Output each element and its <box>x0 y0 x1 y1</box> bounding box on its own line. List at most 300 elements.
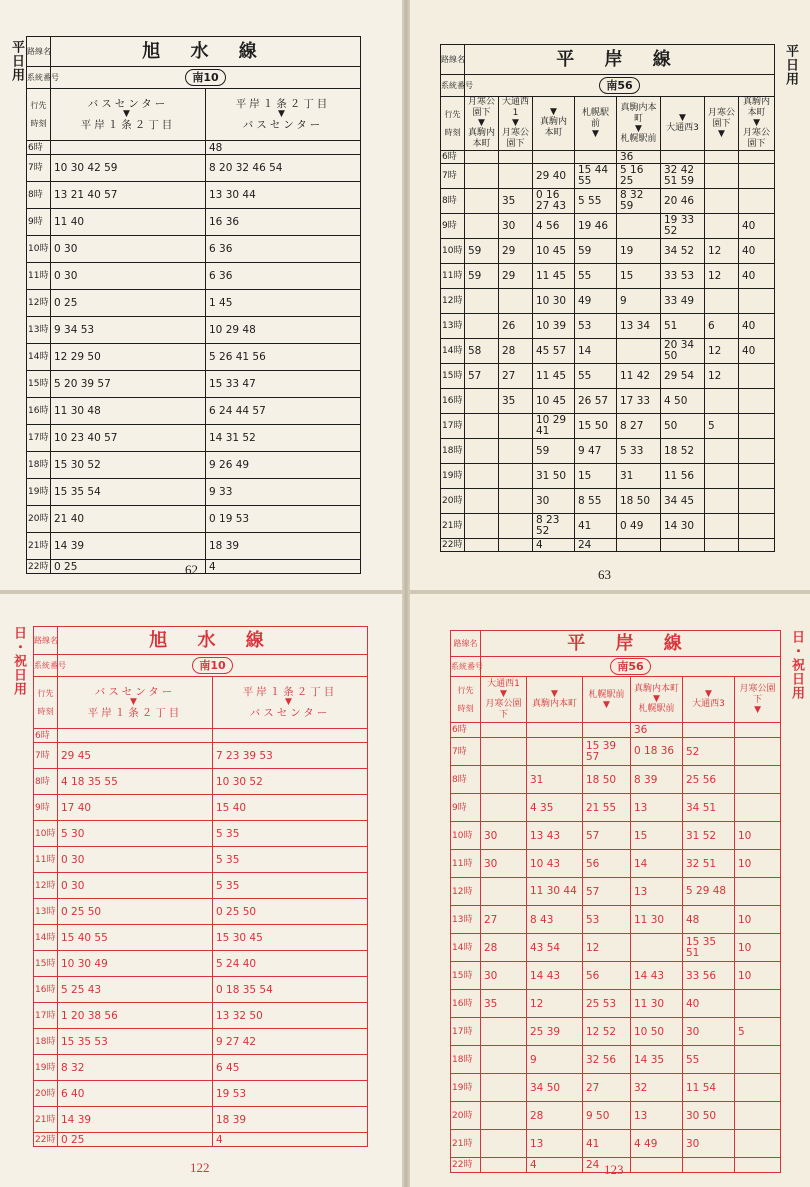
time-cell: 6 45 <box>213 1055 368 1081</box>
time-cell: 30 <box>533 489 575 514</box>
page-123 <box>406 594 810 1187</box>
table-row <box>451 794 781 822</box>
col-to: 大通西3 <box>666 122 699 133</box>
table-row <box>34 821 368 847</box>
down-arrow-icon: ▼ <box>478 118 485 128</box>
dest-label: 行先 <box>30 101 47 110</box>
dir1-from: バスセンター <box>87 98 169 110</box>
time-cell: 34 45 <box>661 489 705 514</box>
time-cell: 5 33 <box>617 439 661 464</box>
time-cell: 28 <box>499 339 533 364</box>
system-number-badge: 南10 <box>192 657 232 674</box>
time-cell <box>739 151 775 164</box>
side-label: 日・祝日用 <box>11 626 26 696</box>
table-row <box>34 1003 368 1029</box>
time-cell: 34 51 <box>683 794 735 822</box>
hour-cell: 18時 <box>34 1029 58 1055</box>
time-cell: 15 35 51 <box>683 934 735 962</box>
col-from: 真駒内本町 <box>743 97 771 118</box>
time-cell <box>739 364 775 389</box>
route-name: 平 岸 線 <box>465 45 775 75</box>
time-cell <box>705 289 739 314</box>
table-row <box>34 873 368 899</box>
hour-cell: 9時 <box>34 795 58 821</box>
table-row <box>441 389 775 414</box>
time-cell: 19 33 52 <box>661 214 705 239</box>
hour-cell: 6時 <box>441 151 465 164</box>
time-cell: 0 25 <box>58 1133 213 1147</box>
col-from: 真駒内本町 <box>634 684 680 694</box>
time-cell: 7 23 39 53 <box>213 743 368 769</box>
time-cell: 1 20 38 56 <box>58 1003 213 1029</box>
time-cell: 40 <box>739 339 775 364</box>
hour-cell: 7時 <box>27 155 51 182</box>
dir1-to: 平岸１条２丁目 <box>80 119 176 131</box>
time-cell: 13 <box>527 1130 583 1158</box>
side-label: 平日用 <box>9 40 24 82</box>
hour-cell: 16時 <box>451 990 481 1018</box>
time-cell: 27 <box>499 364 533 389</box>
time-cell <box>735 1158 781 1173</box>
hour-cell: 17時 <box>451 1018 481 1046</box>
time-cell: 59 <box>465 264 499 289</box>
down-arrow-icon: ▼ <box>603 699 610 710</box>
hour-cell: 19時 <box>27 479 51 506</box>
time-cell: 13 43 <box>527 822 583 850</box>
time-cell: 30 <box>683 1130 735 1158</box>
time-cell: 59 <box>533 439 575 464</box>
time-cell <box>465 414 499 439</box>
time-cell: 6 36 <box>206 263 361 290</box>
col-from: 札幌駅前 <box>581 108 609 129</box>
time-cell: 31 50 <box>533 464 575 489</box>
time-cell <box>739 289 775 314</box>
hour-cell: 21時 <box>451 1130 481 1158</box>
column-header-2 <box>533 97 575 151</box>
system-label: 系統番号 <box>34 655 58 677</box>
time-cell <box>735 1130 781 1158</box>
time-cell: 9 47 <box>575 439 617 464</box>
time-cell: 10 30 52 <box>213 769 368 795</box>
time-cell: 50 <box>661 414 705 439</box>
time-cell: 56 <box>583 962 631 990</box>
hour-cell: 12時 <box>27 290 51 317</box>
time-cell: 9 34 53 <box>51 317 206 344</box>
time-cell: 5 16 25 <box>617 164 661 189</box>
column-header-4 <box>683 677 735 723</box>
time-cell: 15 <box>617 264 661 289</box>
hour-cell: 10時 <box>27 236 51 263</box>
hour-cell: 9時 <box>451 794 481 822</box>
time-cell: 20 34 50 <box>661 339 705 364</box>
time-cell: 57 <box>583 878 631 906</box>
time-cell: 30 <box>683 1018 735 1046</box>
time-cell: 32 <box>631 1074 683 1102</box>
time-cell <box>465 389 499 414</box>
hour-cell: 9時 <box>441 214 465 239</box>
time-cell: 12 <box>583 934 631 962</box>
time-cell: 4 <box>527 1158 583 1173</box>
column-headers <box>451 677 781 723</box>
table-row <box>451 1074 781 1102</box>
time-cell: 5 35 <box>213 873 368 899</box>
col-to: 月寒公園下 <box>502 128 530 149</box>
time-cell: 11 45 <box>533 364 575 389</box>
time-cell: 10 23 40 57 <box>51 425 206 452</box>
time-cell: 8 55 <box>575 489 617 514</box>
table-row <box>441 151 775 164</box>
time-cell: 8 32 59 <box>617 189 661 214</box>
time-cell <box>481 766 527 794</box>
system-label: 系統番号 <box>451 657 481 677</box>
time-cell: 20 46 <box>661 189 705 214</box>
time-cell: 28 <box>527 1102 583 1130</box>
hour-cell: 14時 <box>34 925 58 951</box>
time-cell: 8 27 <box>617 414 661 439</box>
page-number: 62 <box>185 562 198 577</box>
time-cell: 0 25 <box>51 560 206 574</box>
time-cell: 33 53 <box>661 264 705 289</box>
col-to: 月寒公園下 <box>743 128 771 149</box>
time-cell <box>739 539 775 552</box>
hour-cell: 17時 <box>441 414 465 439</box>
time-cell: 10 30 49 <box>58 951 213 977</box>
time-cell <box>465 464 499 489</box>
time-cell: 55 <box>575 264 617 289</box>
time-cell <box>499 464 533 489</box>
time-cell: 12 <box>705 339 739 364</box>
time-cell: 15 30 45 <box>213 925 368 951</box>
time-cell: 17 33 <box>617 389 661 414</box>
time-cell: 28 <box>481 934 527 962</box>
time-cell: 14 43 <box>631 962 683 990</box>
time-cell: 6 36 <box>206 236 361 263</box>
hour-cell: 16時 <box>441 389 465 414</box>
time-cell: 56 <box>583 850 631 878</box>
time-cell: 15 40 55 <box>58 925 213 951</box>
direction-1-header <box>58 677 213 729</box>
table-row <box>451 1130 781 1158</box>
time-cell: 11 30 48 <box>51 398 206 425</box>
table-row <box>34 977 368 1003</box>
time-cell: 9 <box>527 1046 583 1074</box>
time-cell <box>481 1018 527 1046</box>
time-cell: 41 <box>583 1130 631 1158</box>
time-cell <box>739 489 775 514</box>
hour-label: 時刻 <box>444 128 461 137</box>
time-cell <box>481 1102 527 1130</box>
hour-cell: 14時 <box>27 344 51 371</box>
time-cell: 34 52 <box>661 239 705 264</box>
time-cell <box>683 723 735 738</box>
col-from: 札幌駅前 <box>588 689 625 700</box>
system-number-badge: 南56 <box>610 658 650 675</box>
hour-cell: 11時 <box>27 263 51 290</box>
table-row <box>451 738 781 766</box>
system-label: 系統番号 <box>27 67 51 89</box>
time-cell <box>481 878 527 906</box>
route-label: 路線名 <box>451 631 481 657</box>
time-cell <box>705 151 739 164</box>
time-cell <box>465 539 499 552</box>
table-row <box>34 1055 368 1081</box>
time-cell <box>661 539 705 552</box>
time-cell: 29 45 <box>58 743 213 769</box>
hour-cell: 21時 <box>34 1107 58 1133</box>
column-header-4 <box>617 97 661 151</box>
time-cell: 5 35 <box>213 847 368 873</box>
time-cell: 14 35 <box>631 1046 683 1074</box>
hour-cell: 9時 <box>27 209 51 236</box>
table-row <box>27 141 361 155</box>
time-cell: 19 <box>617 239 661 264</box>
time-cell: 0 25 50 <box>213 899 368 925</box>
down-arrow-icon: ▼ <box>500 688 507 699</box>
time-cell <box>465 514 499 539</box>
time-cell: 11 56 <box>661 464 705 489</box>
hour-cell: 13時 <box>441 314 465 339</box>
hour-cell: 19時 <box>451 1074 481 1102</box>
time-cell: 10 <box>735 850 781 878</box>
time-cell <box>705 514 739 539</box>
time-cell: 14 39 <box>58 1107 213 1133</box>
time-cell <box>481 1046 527 1074</box>
hour-cell: 22時 <box>441 539 465 552</box>
hour-cell: 12時 <box>441 289 465 314</box>
time-cell: 19 53 <box>213 1081 368 1107</box>
down-arrow-icon: ▼ <box>705 688 712 699</box>
col-to: 月寒公園下 <box>485 698 522 720</box>
table-row <box>27 182 361 209</box>
down-arrow-icon: ▼ <box>754 705 761 715</box>
time-cell: 0 49 <box>617 514 661 539</box>
time-cell: 35 <box>481 990 527 1018</box>
col-to: 真駒内本町 <box>531 698 577 709</box>
hour-cell: 20時 <box>441 489 465 514</box>
time-cell: 0 18 35 54 <box>213 977 368 1003</box>
time-cell: 9 26 49 <box>206 452 361 479</box>
time-cell <box>465 164 499 189</box>
system-label: 系統番号 <box>441 75 465 97</box>
route-name: 旭 水 線 <box>51 37 361 67</box>
time-cell: 17 40 <box>58 795 213 821</box>
col-to: 真駒内本町 <box>539 117 567 138</box>
time-cell <box>465 189 499 214</box>
down-arrow-icon: ▼ <box>130 697 140 707</box>
time-cell: 14 43 <box>527 962 583 990</box>
time-cell: 40 <box>739 214 775 239</box>
time-cell: 30 <box>481 850 527 878</box>
time-cell: 55 <box>683 1046 735 1074</box>
table-row <box>34 1029 368 1055</box>
hour-cell: 21時 <box>441 514 465 539</box>
time-cell: 14 39 <box>51 533 206 560</box>
time-cell <box>533 151 575 164</box>
time-cell: 11 54 <box>683 1074 735 1102</box>
dir2-to: バスセンター <box>242 119 324 131</box>
time-cell: 4 35 <box>527 794 583 822</box>
time-cell: 16 36 <box>206 209 361 236</box>
table-row <box>451 934 781 962</box>
time-cell: 18 50 <box>617 489 661 514</box>
time-cell: 5 35 <box>213 821 368 847</box>
hour-cell: 11時 <box>451 850 481 878</box>
down-arrow-icon: ▼ <box>653 694 660 704</box>
table-row <box>451 878 781 906</box>
table-row <box>34 769 368 795</box>
time-cell: 10 <box>735 906 781 934</box>
table-row <box>441 239 775 264</box>
time-cell: 32 42 51 59 <box>661 164 705 189</box>
time-cell: 24 <box>575 539 617 552</box>
system-number-badge: 南10 <box>185 69 225 86</box>
time-cell: 34 50 <box>527 1074 583 1102</box>
time-cell: 8 32 <box>58 1055 213 1081</box>
time-cell: 4 49 <box>631 1130 683 1158</box>
hour-label: 時刻 <box>37 707 54 716</box>
route-name: 旭 水 線 <box>58 627 368 655</box>
time-cell: 6 <box>705 314 739 339</box>
time-cell: 59 <box>575 239 617 264</box>
time-cell <box>735 738 781 766</box>
hour-cell: 16時 <box>34 977 58 1003</box>
time-cell <box>739 189 775 214</box>
table-row <box>27 263 361 290</box>
time-cell <box>735 794 781 822</box>
time-cell: 10 39 <box>533 314 575 339</box>
time-cell: 29 40 <box>533 164 575 189</box>
time-cell: 14 <box>575 339 617 364</box>
time-cell: 29 <box>499 264 533 289</box>
dest-label: 行先 <box>444 110 461 119</box>
route-name: 平 岸 線 <box>481 631 781 657</box>
table-row <box>34 951 368 977</box>
time-cell <box>705 439 739 464</box>
time-cell: 10 <box>735 934 781 962</box>
table-row <box>441 264 775 289</box>
time-cell <box>705 539 739 552</box>
column-header-3 <box>631 677 683 723</box>
time-cell: 12 <box>705 239 739 264</box>
table-row <box>441 364 775 389</box>
table-row <box>451 1046 781 1074</box>
time-cell: 12 <box>705 364 739 389</box>
time-cell <box>739 164 775 189</box>
page-63 <box>406 0 810 590</box>
down-arrow-icon: ▼ <box>679 112 686 123</box>
time-cell: 27 <box>481 906 527 934</box>
time-cell: 9 <box>617 289 661 314</box>
time-cell: 15 35 54 <box>51 479 206 506</box>
table-row <box>451 962 781 990</box>
hour-cell: 6時 <box>34 729 58 743</box>
hour-cell: 20時 <box>27 506 51 533</box>
time-cell: 13 <box>631 794 683 822</box>
column-header-7 <box>739 97 775 151</box>
time-cell: 57 <box>465 364 499 389</box>
time-cell <box>705 389 739 414</box>
time-cell <box>58 729 213 743</box>
table-row <box>27 479 361 506</box>
hour-cell: 13時 <box>451 906 481 934</box>
time-cell <box>527 723 583 738</box>
hour-cell: 22時 <box>34 1133 58 1147</box>
table-row <box>451 850 781 878</box>
time-cell <box>465 439 499 464</box>
timetable-122 <box>33 626 368 1147</box>
table-row <box>451 766 781 794</box>
side-label: 日・祝日用 <box>789 630 804 700</box>
table-row <box>441 214 775 239</box>
col-from: 月寒公園下 <box>708 108 736 129</box>
hour-cell: 8時 <box>27 182 51 209</box>
col-to: 札幌駅前 <box>620 133 657 144</box>
timetable-123 <box>450 630 781 1173</box>
route-label: 路線名 <box>27 37 51 67</box>
time-cell <box>499 539 533 552</box>
time-cell <box>481 1158 527 1173</box>
time-cell: 5 30 <box>58 821 213 847</box>
table-row <box>451 723 781 738</box>
time-cell: 4 56 <box>533 214 575 239</box>
page-number: 122 <box>190 1160 210 1175</box>
time-cell: 26 57 <box>575 389 617 414</box>
time-cell <box>735 723 781 738</box>
time-cell: 15 50 <box>575 414 617 439</box>
hour-cell: 14時 <box>451 934 481 962</box>
time-cell: 30 50 <box>683 1102 735 1130</box>
hour-cell: 15時 <box>27 371 51 398</box>
timetable-62 <box>26 36 361 574</box>
time-cell: 15 33 47 <box>206 371 361 398</box>
time-cell: 11 45 <box>533 264 575 289</box>
down-arrow-icon: ▼ <box>550 107 557 117</box>
column-header-6 <box>705 97 739 151</box>
time-cell: 40 <box>739 314 775 339</box>
time-cell: 10 45 <box>533 389 575 414</box>
page-62 <box>0 0 404 590</box>
dir1-to: 平岸１条２丁目 <box>87 707 183 719</box>
time-cell <box>739 514 775 539</box>
time-cell <box>481 723 527 738</box>
time-cell: 10 29 48 <box>206 317 361 344</box>
time-cell: 13 34 <box>617 314 661 339</box>
table-row <box>34 1107 368 1133</box>
time-cell: 35 <box>499 389 533 414</box>
down-arrow-icon: ▼ <box>592 129 599 139</box>
hour-cell: 7時 <box>441 164 465 189</box>
time-cell: 9 50 <box>583 1102 631 1130</box>
hour-label: 時刻 <box>457 704 474 713</box>
table-row <box>27 317 361 344</box>
time-cell: 5 55 <box>575 189 617 214</box>
time-cell: 32 56 <box>583 1046 631 1074</box>
table-row <box>34 743 368 769</box>
hour-cell: 15時 <box>441 364 465 389</box>
hour-cell: 7時 <box>451 738 481 766</box>
time-cell: 21 40 <box>51 506 206 533</box>
time-cell <box>739 414 775 439</box>
time-cell <box>739 439 775 464</box>
table-row <box>441 289 775 314</box>
table-row <box>451 1102 781 1130</box>
time-cell: 0 30 <box>51 236 206 263</box>
time-cell <box>575 151 617 164</box>
dir1-from: バスセンター <box>94 686 176 698</box>
time-cell: 10 50 <box>631 1018 683 1046</box>
hour-cell: 12時 <box>451 878 481 906</box>
time-cell: 12 <box>705 264 739 289</box>
